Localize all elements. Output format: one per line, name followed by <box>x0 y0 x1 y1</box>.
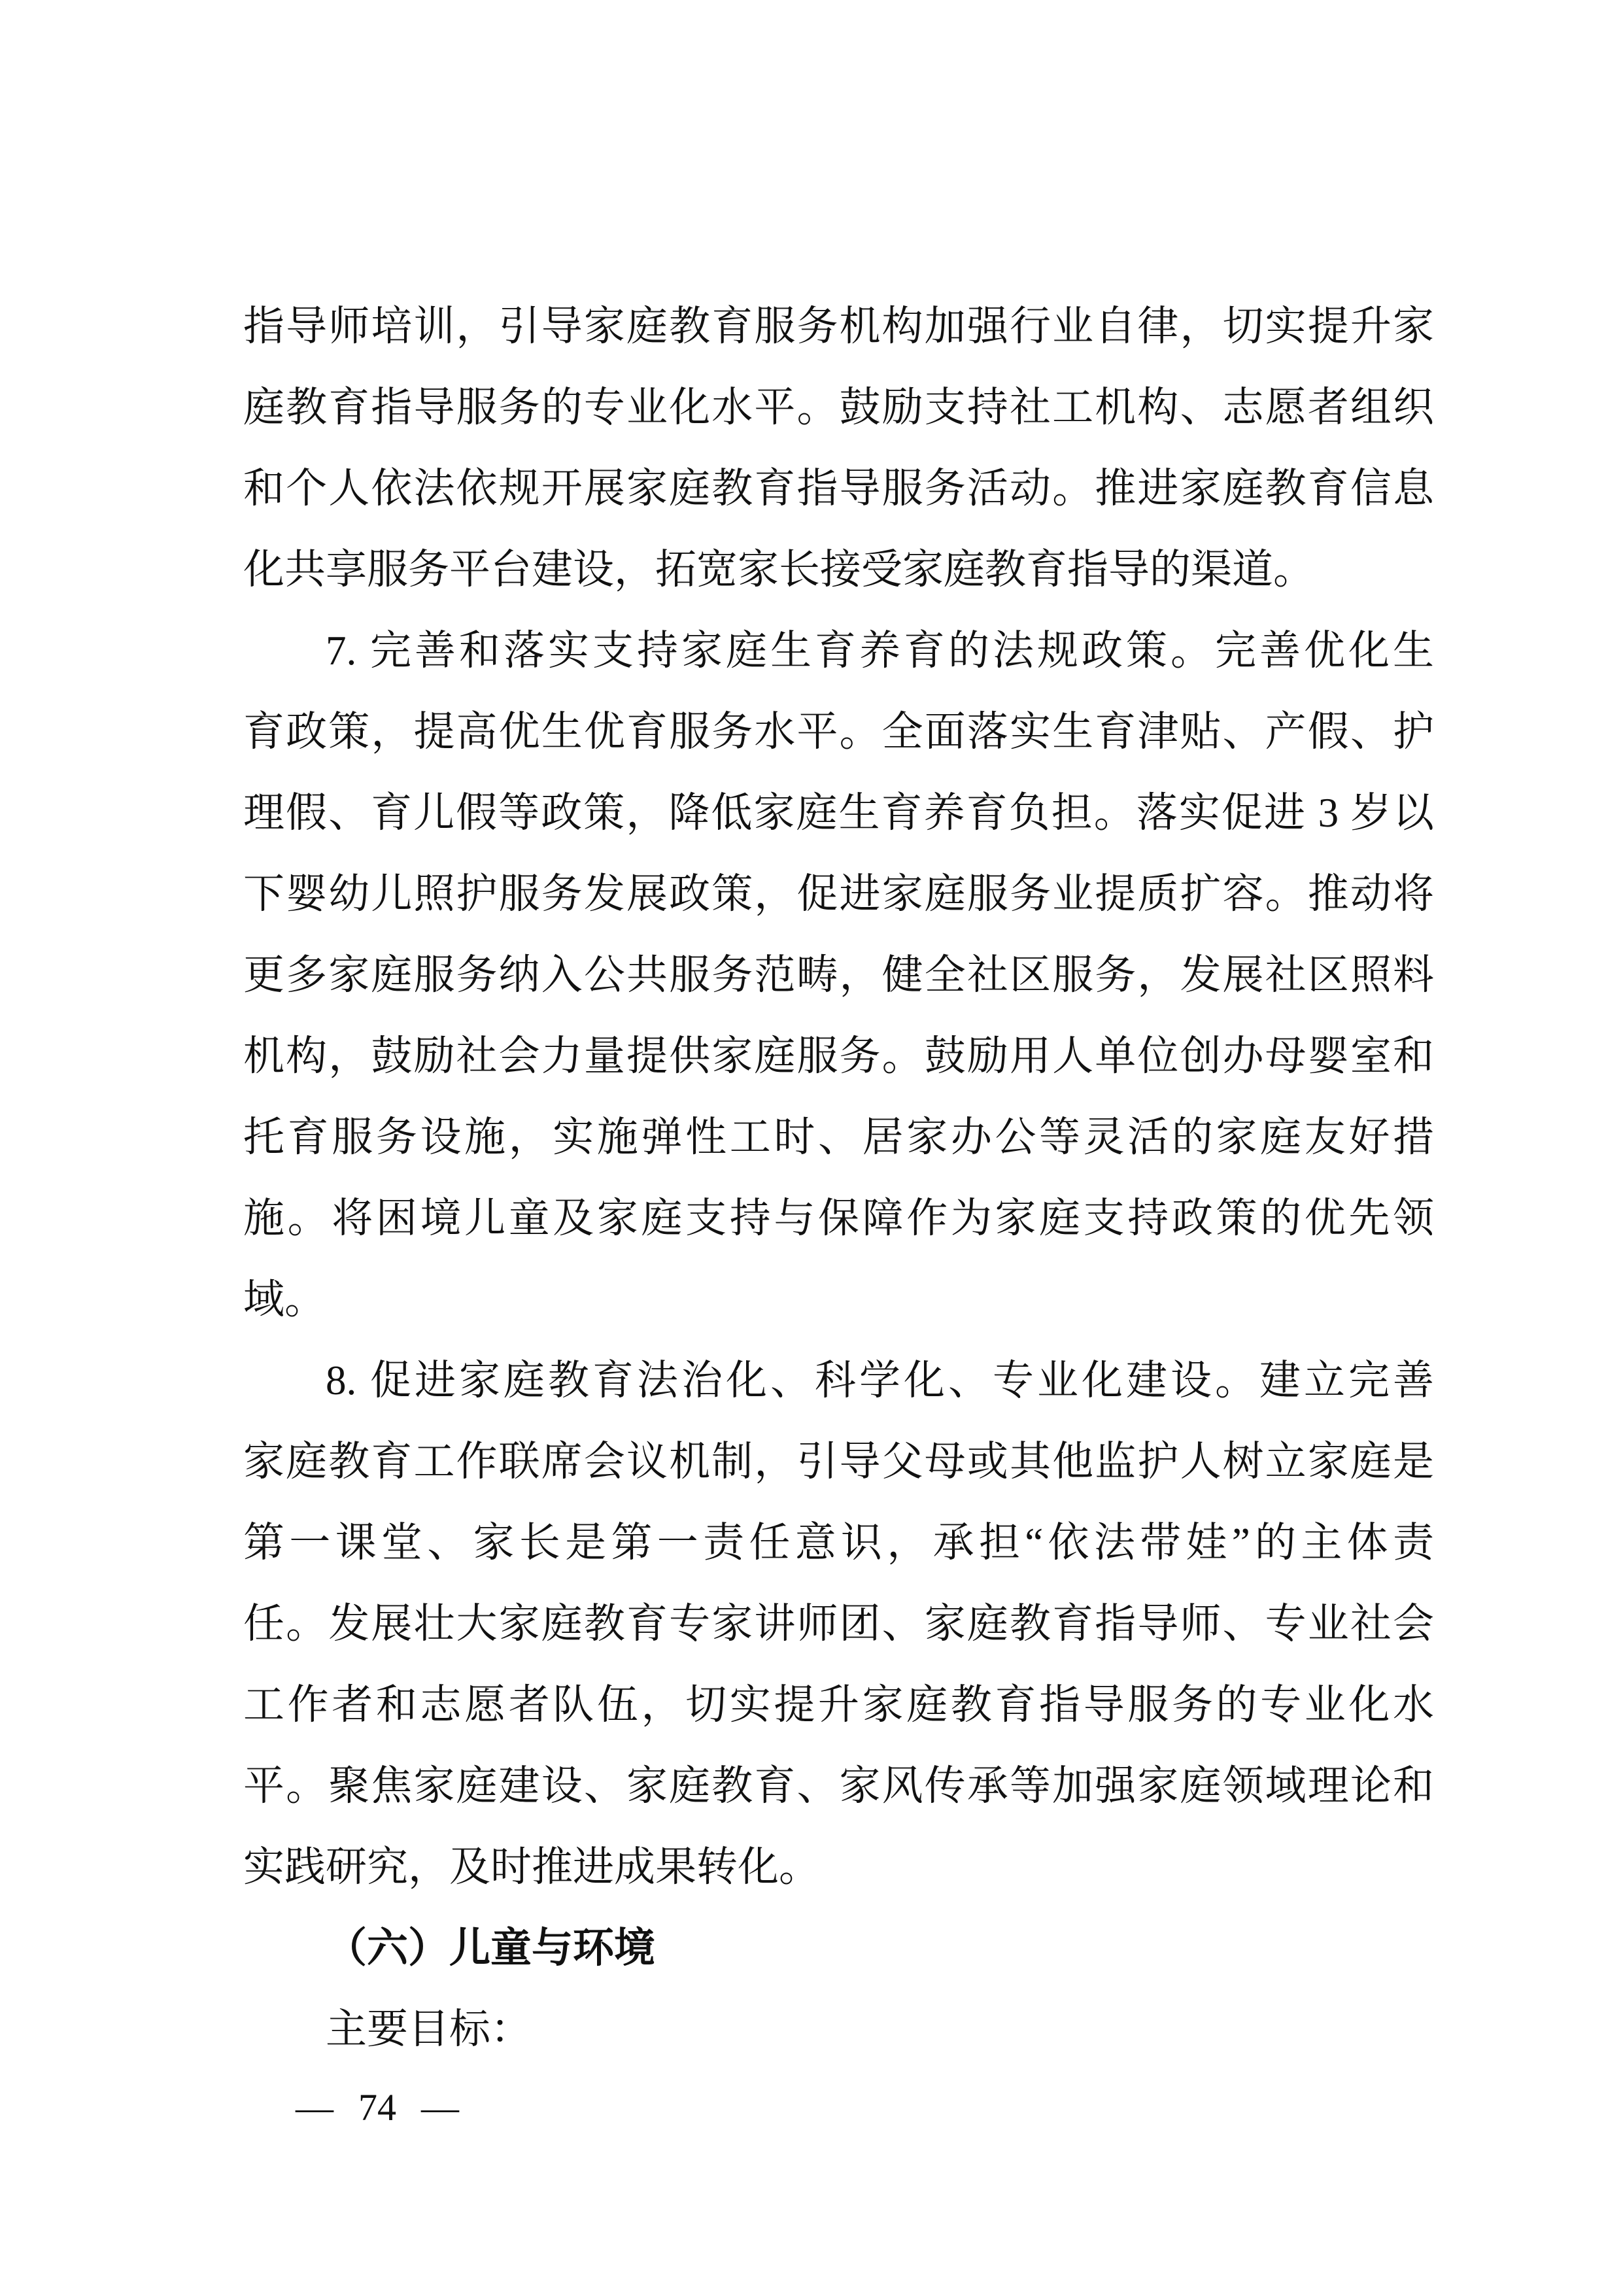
body-line: 指导师培训，引导家庭教育服务机构加强行业自律，切实提升家 <box>243 303 1434 349</box>
text-block <box>243 286 1434 2070</box>
body-line: 平。聚焦家庭建设、家庭教育、家风传承等加强家庭领域理论和 <box>243 1763 1434 1809</box>
body-line-paragraph-8-start: 8. 促进家庭教育法治化、科学化、专业化建设。建立完善 <box>326 1358 1434 1403</box>
body-line: 第一课堂、家长是第一责任意识，承担“依法带娃”的主体责 <box>243 1520 1434 1566</box>
body-line: 庭教育指导服务的专业化水平。鼓励支持社工机构、志愿者组织 <box>243 385 1434 430</box>
body-line: 托育服务设施，实施弹性工时、居家办公等灵活的家庭友好措 <box>243 1114 1434 1160</box>
footer-page-number: 74 <box>358 2086 396 2129</box>
subsection-label: 主要目标： <box>326 2006 532 2052</box>
body-line: 机构，鼓励社会力量提供家庭服务。鼓励用人单位创办母婴室和 <box>243 1033 1434 1079</box>
body-line-paragraph-7-start: 7. 完善和落实支持家庭生育养育的法规政策。完善优化生 <box>326 628 1434 674</box>
body-line: 施。将困境儿童及家庭支持与保障作为家庭支持政策的优先领 <box>243 1195 1434 1241</box>
body-line: 实践研究，及时推进成果转化。 <box>243 1844 820 1890</box>
body-line: 更多家庭服务纳入公共服务范畴，健全社区服务，发展社区照料 <box>243 952 1434 998</box>
body-line: 域。 <box>243 1277 326 1322</box>
body-line: 育政策，提高优生优育服务水平。全面落实生育津贴、产假、护 <box>243 709 1434 755</box>
body-line: 和个人依法依规开展家庭教育指导服务活动。推进家庭教育信息 <box>243 466 1434 511</box>
body-line: 任。发展壮大家庭教育专家讲师团、家庭教育指导师、专业社会 <box>243 1601 1434 1647</box>
page-footer <box>296 2086 459 2129</box>
body-line: 理假、育儿假等政策，降低家庭生育养育负担。落实促进 3 岁以 <box>243 790 1434 836</box>
body-line: 化共享服务平台建设，拓宽家长接受家庭教育指导的渠道。 <box>243 547 1314 592</box>
footer-dash-left: — <box>296 2086 333 2129</box>
body-line: 家庭教育工作联席会议机制，引导父母或其他监护人树立家庭是 <box>243 1439 1434 1484</box>
body-line: 工作者和志愿者队伍，切实提升家庭教育指导服务的专业化水 <box>243 1682 1434 1728</box>
section-heading: （六）儿童与环境 <box>326 1925 655 1971</box>
footer-dash-right: — <box>421 2086 459 2129</box>
body-line: 下婴幼儿照护服务发展政策，促进家庭服务业提质扩容。推动将 <box>243 871 1434 917</box>
